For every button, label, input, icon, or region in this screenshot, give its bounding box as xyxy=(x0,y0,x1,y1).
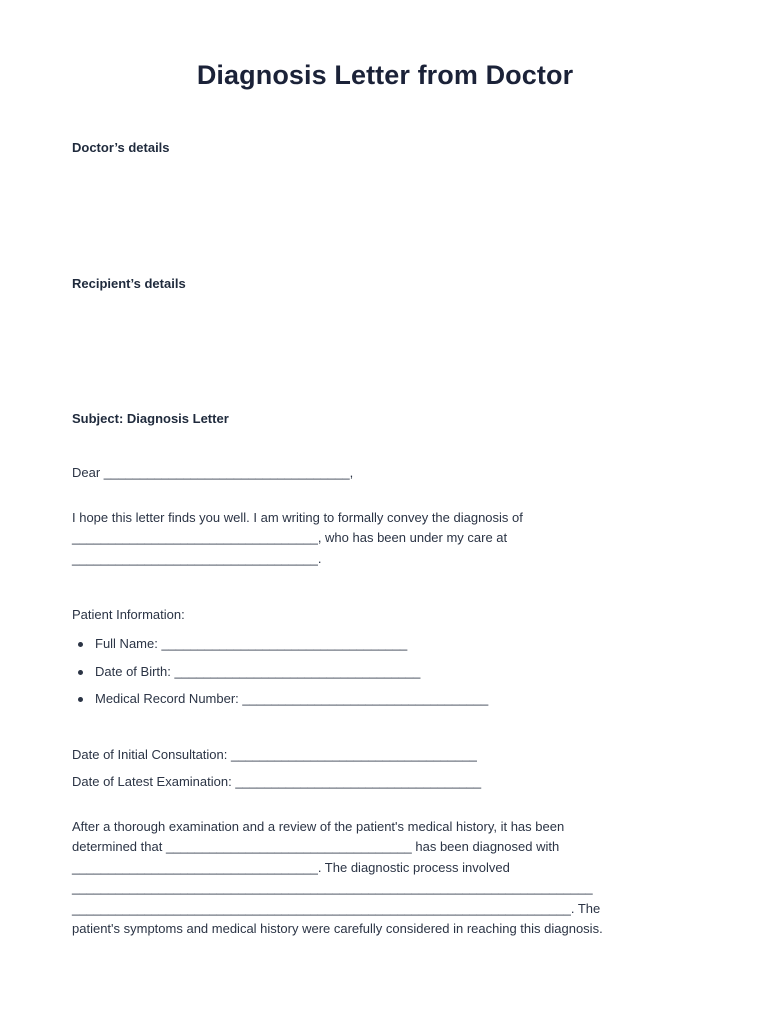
bullet-icon xyxy=(78,642,83,647)
list-item xyxy=(72,660,488,688)
findings-line: determined that __________________________________ has been diagnosed with xyxy=(72,839,560,854)
findings-line: ________________________________________________________________________ xyxy=(72,880,593,895)
bullet-icon xyxy=(78,670,83,675)
findings-line: After a thorough examination and a review of the patient's medical history, it has been xyxy=(72,819,565,834)
patient-info-heading: Patient Information: xyxy=(72,607,185,622)
salutation: Dear __________________________________, xyxy=(72,465,354,480)
findings-line: _____________________________________________________________________. The xyxy=(72,901,601,916)
findings-line: patient's symptoms and medical history were carefully considered in reaching this diagnosis. xyxy=(72,921,603,936)
doctor-details-heading: Doctor’s details xyxy=(72,140,170,155)
subject-line: Subject: Diagnosis Letter xyxy=(72,411,229,426)
document-title: Diagnosis Letter from Doctor xyxy=(196,60,574,90)
recipient-details-heading: Recipient’s details xyxy=(72,276,186,291)
full-name-field: Full Name: __________________________________ xyxy=(95,636,408,651)
list-item xyxy=(72,687,488,715)
intro-line: __________________________________. xyxy=(72,551,322,566)
date-of-birth-field: Date of Birth: __________________________________ xyxy=(95,663,421,679)
patient-info-list xyxy=(72,632,488,715)
medical-record-number-field: Medical Record Number: __________________________________ xyxy=(95,691,489,706)
latest-examination-date: Date of Latest Examination: __________________________________ xyxy=(72,774,482,789)
list-item xyxy=(72,632,488,660)
intro-line: I hope this letter finds you well. I am writing to formally convey the diagnosis of xyxy=(72,510,523,525)
initial-consultation-date: Date of Initial Consultation: __________________________________ xyxy=(72,747,477,762)
intro-line: __________________________________, who has been under my care at xyxy=(72,530,508,545)
findings-line: __________________________________. The diagnostic process involved xyxy=(72,860,510,875)
bullet-icon xyxy=(78,697,83,702)
